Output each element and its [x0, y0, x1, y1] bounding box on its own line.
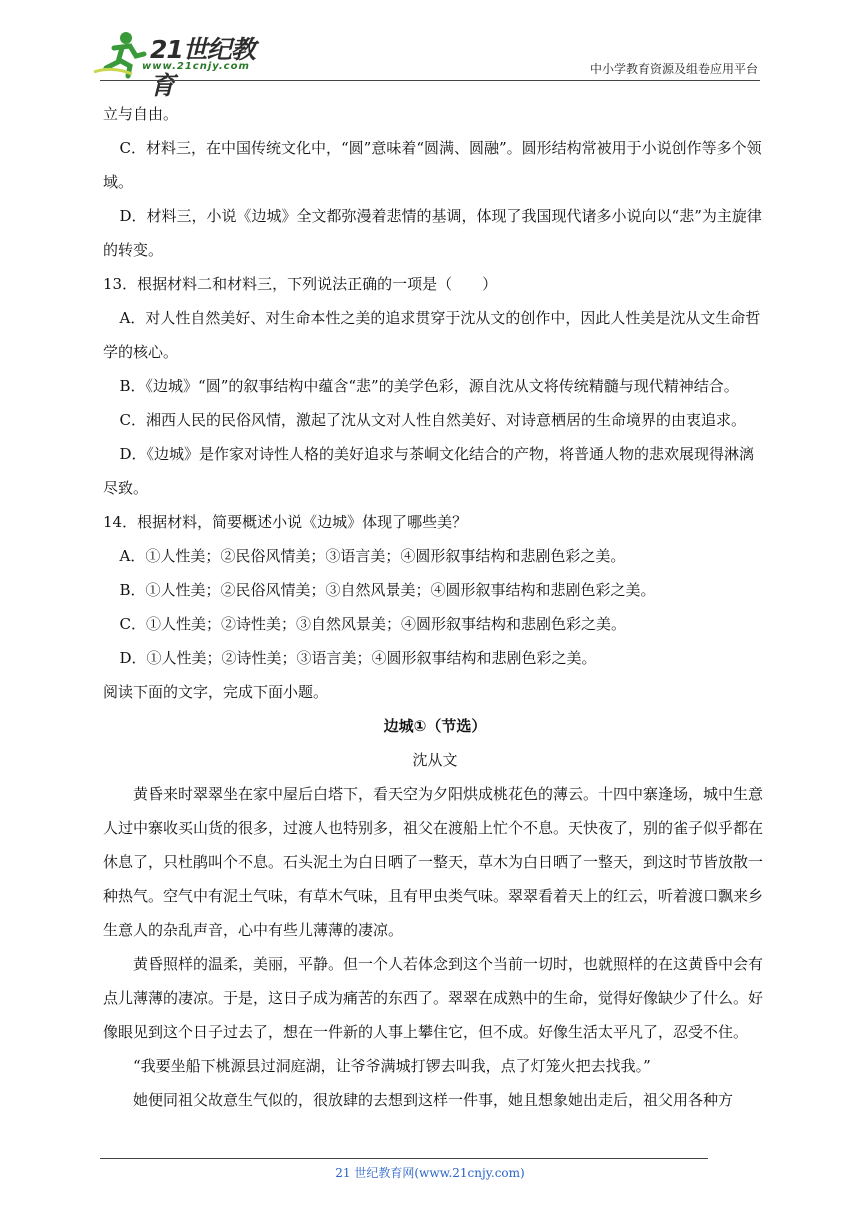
passage-paragraph-1: 黄昏来时翠翠坐在家中屋后白塔下，看天空为夕阳烘成桃花色的薄云。十四中寨逢场，城中生意人过中寨收买山货的很多，过渡人也特别多，祖父在渡船上忙个不息。天快夜了，别的雀子似乎都在休息了，只杜鹃叫个不息。石头泥土为白日晒了一整天，草木为白日晒了一整天，到这时节皆放散一种热气。空气中有泥土气味，有草木气味，且有甲虫类气味。翠翠看着天上的红云，听着渡口飘来乡生意人的杂乱声音，心中有些儿薄薄的凄凉。	[103, 785, 764, 939]
header-divider	[100, 80, 760, 81]
q14-option-d: D．①人性美；②诗性美；③语言美；④圆形叙事结构和悲剧色彩之美。	[119, 649, 597, 667]
footer-divider	[100, 1158, 708, 1159]
logo-url: www.21cnjy.com	[142, 61, 250, 72]
reading-intro: 阅读下面的文字，完成下面小题。	[103, 683, 329, 701]
q13-option-b: B．《边城》“圆”的叙事结构中蕴含“悲”的美学色彩，源自沈从文将传统精髓与现代精神结合。	[119, 377, 739, 395]
option-d: D．材料三，小说《边城》全文都弥漫着悲情的基调，体现了我国现代诸多小说向以“悲”为主旋律的转变。	[103, 207, 762, 259]
passage-title: 边城①（节选）	[383, 717, 487, 735]
logo-text: 21世纪教育	[150, 35, 255, 100]
document-body	[103, 97, 767, 1117]
passage-paragraph-2: 黄昏照样的温柔，美丽，平静。但一个人若体念到这个当前一切时，也就照样的在这黄昏中会有点儿薄薄的凄凉。于是，这日子成为痛苦的东西了。翠翠在成熟中的生命，觉得好像缺少了什么。好像眼见到这个日子过去了，想在一件新的人事上攀住它，但不成。好像生活太平凡了，忍受不住。	[103, 955, 764, 1041]
page-header	[0, 0, 860, 100]
text-line: 立与自由。	[103, 105, 179, 123]
q14-option-a: A．①人性美；②民俗风情美；③语言美；④圆形叙事结构和悲剧色彩之美。	[119, 547, 626, 565]
passage-paragraph-3: “我要坐船下桃源县过洞庭湖，让爷爷满城打锣去叫我，点了灯笼火把去找我。”	[133, 1057, 651, 1075]
question-13: 13．根据材料二和材料三，下列说法正确的一项是（ ）	[103, 275, 498, 293]
footer-link[interactable]: 21 世纪教育网(www.21cnjy.com)	[335, 1166, 525, 1180]
q13-option-a: A．对人性自然美好、对生命本性之美的追求贯穿于沈从文的创作中，因此人性美是沈从文生命哲学的核心。	[103, 309, 761, 361]
platform-name: 中小学教育资源及组卷应用平台	[589, 62, 758, 76]
q14-option-b: B．①人性美；②民俗风情美；③自然风景美；④圆形叙事结构和悲剧色彩之美。	[119, 581, 656, 599]
option-c: C．材料三，在中国传统文化中，“圆”意味着“圆满、圆融”。圆形结构常被用于小说创作等多个领域。	[103, 139, 762, 191]
q13-option-c: C．湘西人民的民俗风情，激起了沈从文对人性自然美好、对诗意栖居的生命境界的由衷追求。	[119, 411, 746, 429]
runner-logo-icon	[92, 28, 152, 80]
passage-author: 沈从文	[412, 751, 458, 769]
passage-paragraph-4: 她便同祖父故意生气似的，很放肆的去想到这样一件事，她且想象她出走后，祖父用各种方	[133, 1091, 734, 1109]
question-14: 14．根据材料，简要概述小说《边城》体现了哪些美？	[103, 513, 468, 531]
q14-option-c: C．①人性美；②诗性美；③自然风景美；④圆形叙事结构和悲剧色彩之美。	[119, 615, 626, 633]
q13-option-d: D．《边城》是作家对诗性人格的美好追求与茶峒文化结合的产物，将普通人物的悲欢展现得淋漓尽致。	[103, 445, 755, 497]
site-logo	[92, 28, 262, 100]
